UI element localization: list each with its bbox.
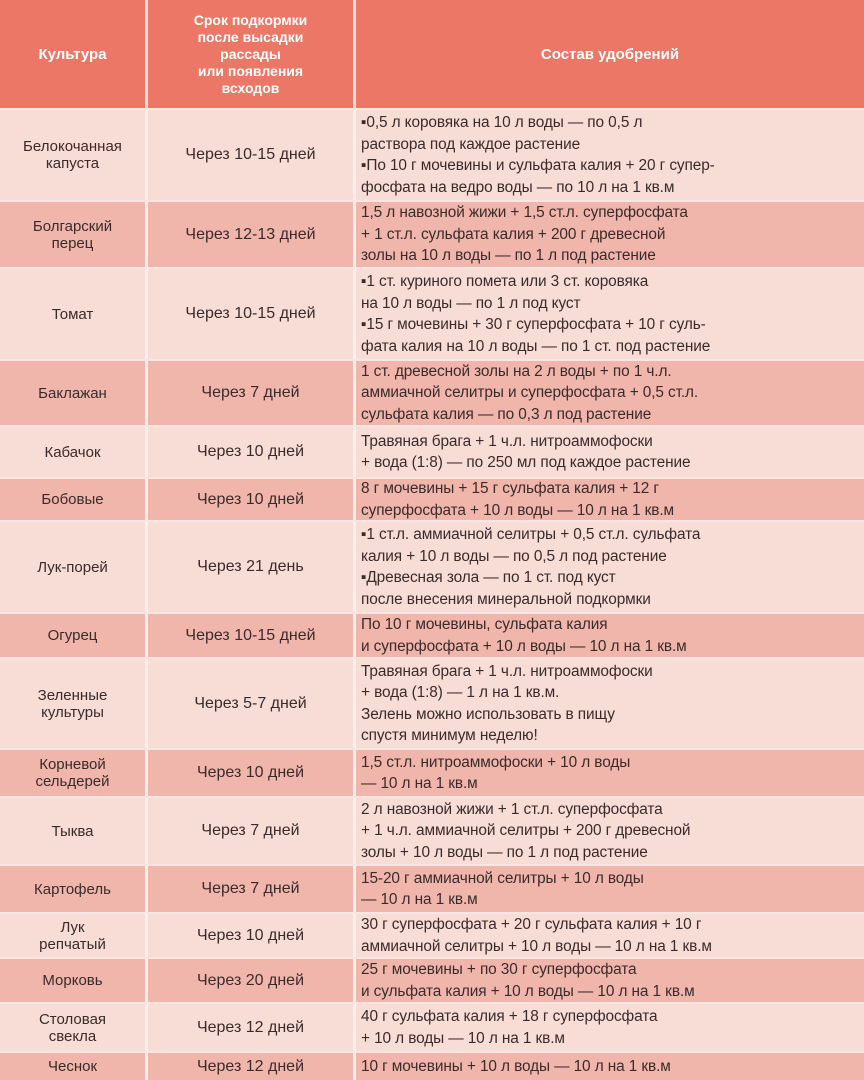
timing-cell: Через 12 дней xyxy=(148,1053,356,1080)
culture-cell: Тыква xyxy=(0,798,148,864)
culture-cell: Томат xyxy=(0,269,148,359)
culture-cell: Морковь xyxy=(0,959,148,1002)
culture-cell: Лук-порей xyxy=(0,522,148,612)
header-timing: Срок подкормки после высадки рассады или появления всходов xyxy=(148,0,356,108)
table-row xyxy=(0,520,864,612)
composition-cell: 1,5 л навозной жижи + 1,5 ст.л. суперфосфата + 1 ст.л. сульфата калия + 200 г древесной золы на 10 л воды — по 1 л под растение xyxy=(361,204,688,265)
table-row xyxy=(0,108,864,200)
timing-cell: Через 12 дней xyxy=(148,1004,356,1051)
culture-cell: Зеленные культуры xyxy=(0,659,148,748)
culture-cell: Огурец xyxy=(0,614,148,657)
table-row xyxy=(0,359,864,425)
culture-cell: Болгарский перец xyxy=(0,202,148,267)
timing-cell: Через 10 дней xyxy=(148,427,356,477)
composition-cell: Травяная брага + 1 ч.л. нитроаммофоски + вода (1:8) — по 250 мл под каждое растение xyxy=(361,432,691,471)
composition-cell: 10 г мочевины + 10 л воды — 10 л на 1 кв.м xyxy=(361,1057,671,1075)
composition-cell: 8 г мочевины + 15 г сульфата калия + 12 г суперфосфата + 10 л воды — 10 л на 1 кв.м xyxy=(361,480,674,519)
composition-cell: 40 г сульфата калия + 18 г суперфосфата + 10 л воды — 10 л на 1 кв.м xyxy=(361,1008,658,1047)
composition-cell: ▪0,5 л коровяка на 10 л воды — по 0,5 л раствора под каждое растение ▪По 10 г мочевины и сульфата калия + 20 г супер- фосфата на ведро воды — по 10 л на 1 кв.м xyxy=(361,114,715,196)
culture-cell: Картофель xyxy=(0,866,148,912)
composition-cell: ▪1 ст. куриного помета или 3 ст. коровяка на 10 л воды — по 1 л под куст ▪15 г мочевины + 30 г суперфосфата + 10 г суль- фата калия на 10 л воды — по 1 ст. под растение xyxy=(361,273,711,355)
table-row xyxy=(0,957,864,1002)
table-row xyxy=(0,612,864,657)
timing-cell: Через 10 дней xyxy=(148,479,356,520)
culture-cell: Чеснок xyxy=(0,1053,148,1080)
header-culture: Культура xyxy=(0,0,148,108)
composition-cell: 25 г мочевины + по 30 г суперфосфата и сульфата калия + 10 л воды — 10 л на 1 кв.м xyxy=(361,961,695,1000)
table-row xyxy=(0,1051,864,1080)
timing-cell: Через 7 дней xyxy=(148,798,356,864)
composition-cell: По 10 г мочевины, сульфата калия и суперфосфата + 10 л воды — 10 л на 1 кв.м xyxy=(361,616,687,655)
timing-cell: Через 5-7 дней xyxy=(148,659,356,748)
table-row xyxy=(0,1002,864,1051)
culture-cell: Лук репчатый xyxy=(0,914,148,957)
composition-cell: 30 г суперфосфата + 20 г сульфата калия + 10 г аммиачной селитры + 10 л воды — 10 л на 1 кв.м xyxy=(361,916,712,955)
header-composition: Состав удобрений xyxy=(356,0,864,108)
composition-cell: 2 л навозной жижи + 1 ст.л. суперфосфата + 1 ч.л. аммиачной селитры + 200 г древесной золы + 10 л воды — по 1 л под растение xyxy=(361,800,691,861)
table-row xyxy=(0,912,864,957)
table-row xyxy=(0,425,864,477)
culture-cell: Баклажан xyxy=(0,361,148,425)
timing-cell: Через 21 день xyxy=(148,522,356,612)
culture-cell: Столовая свекла xyxy=(0,1004,148,1051)
table-row xyxy=(0,864,864,912)
culture-cell: Бобовые xyxy=(0,479,148,520)
timing-cell: Через 10 дней xyxy=(148,750,356,796)
culture-cell: Белокочанная капуста xyxy=(0,110,148,200)
table-row xyxy=(0,657,864,748)
timing-cell: Через 10-15 дней xyxy=(148,614,356,657)
table-row xyxy=(0,796,864,864)
composition-cell: 1,5 ст.л. нитроаммофоски + 10 л воды — 10 л на 1 кв.м xyxy=(361,753,631,792)
timing-cell: Через 12-13 дней xyxy=(148,202,356,267)
timing-cell: Через 7 дней xyxy=(148,866,356,912)
culture-cell: Корневой сельдерей xyxy=(0,750,148,796)
timing-cell: Через 10 дней xyxy=(148,914,356,957)
timing-cell: Через 10-15 дней xyxy=(148,269,356,359)
table-row xyxy=(0,267,864,359)
culture-cell: Кабачок xyxy=(0,427,148,477)
table-row xyxy=(0,200,864,267)
composition-cell: 1 ст. древесной золы на 2 л воды + по 1 ч.л. аммиачной селитры и суперфосфата + 0,5 ст.л. сульфата калия — по 0,3 л под растение xyxy=(361,362,699,423)
timing-cell: Через 20 дней xyxy=(148,959,356,1002)
table-row xyxy=(0,477,864,520)
timing-cell: Через 10-15 дней xyxy=(148,110,356,200)
timing-cell: Через 7 дней xyxy=(148,361,356,425)
composition-cell: 15-20 г аммиачной селитры + 10 л воды — 10 л на 1 кв.м xyxy=(361,869,644,908)
table-row xyxy=(0,748,864,796)
composition-cell: ▪1 ст.л. аммиачной селитры + 0,5 ст.л. сульфата калия + 10 л воды — по 0,5 л под растение ▪Древесная зола — по 1 ст. под куст после внесения минеральной подкормки xyxy=(361,526,701,608)
composition-cell: Травяная брага + 1 ч.л. нитроаммофоски + вода (1:8) — 1 л на 1 кв.м. Зелень можно использовать в пищу спустя минимум неделю! xyxy=(361,662,653,744)
